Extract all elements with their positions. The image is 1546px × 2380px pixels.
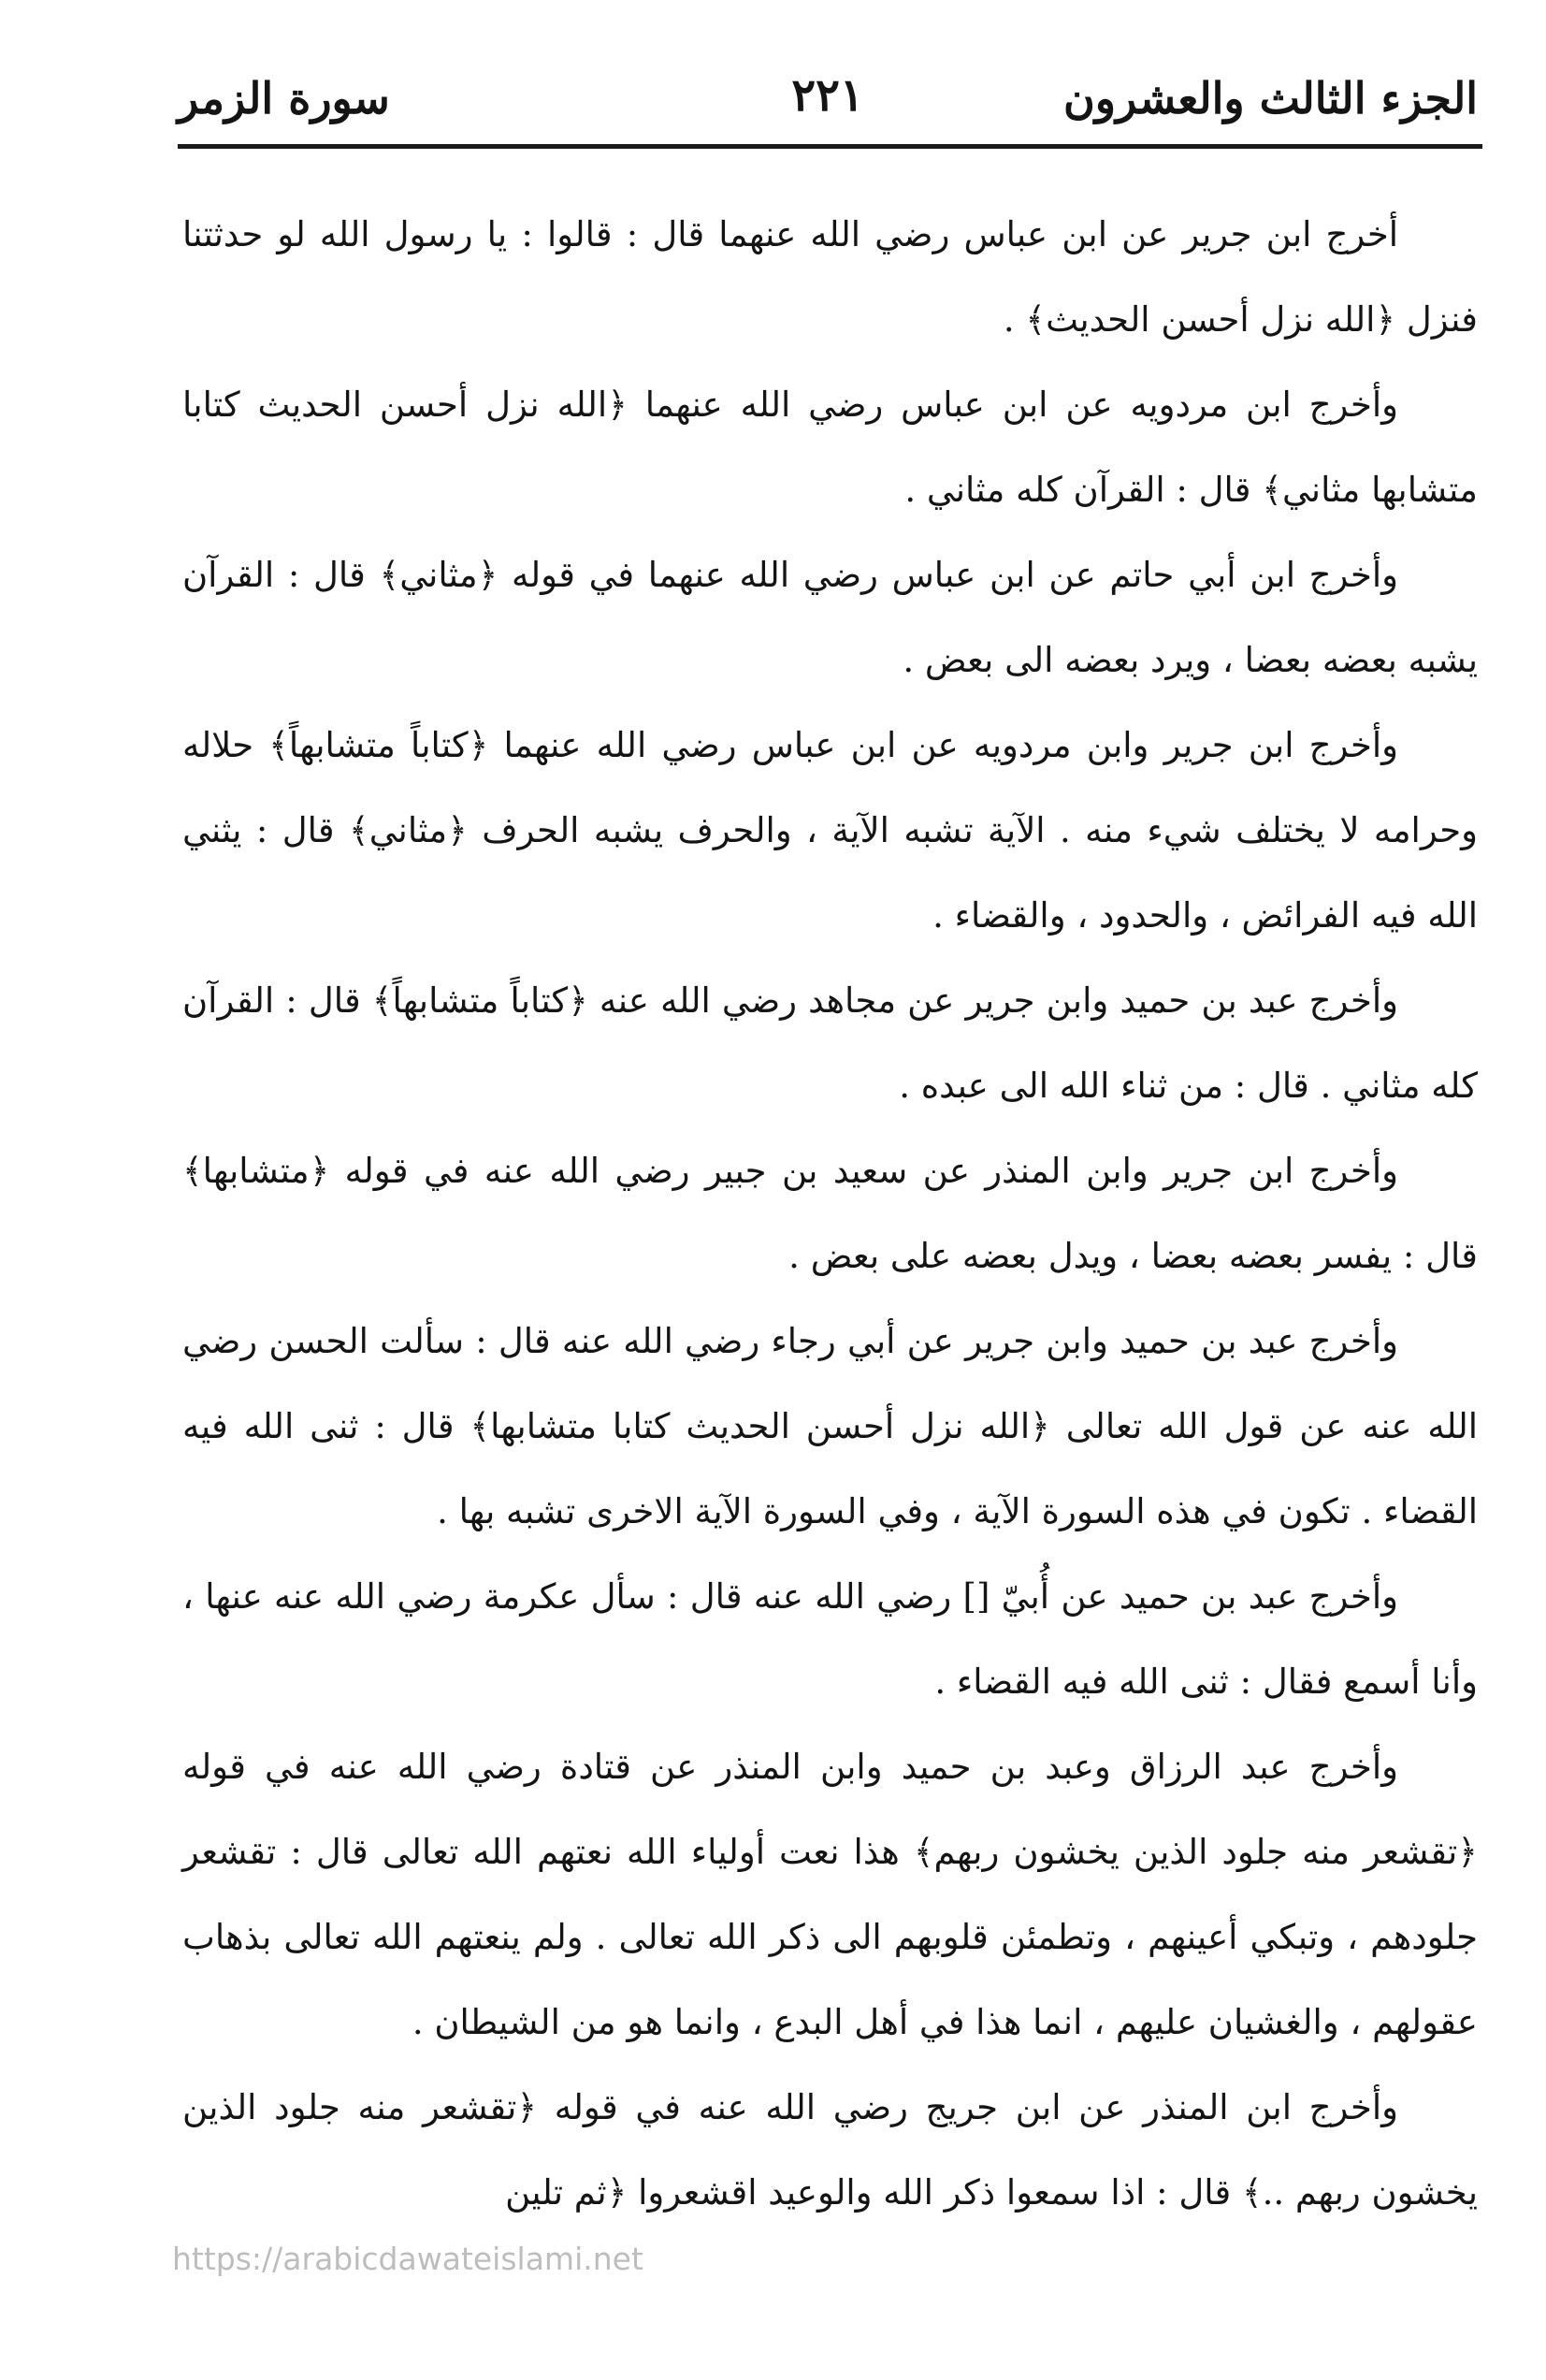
running-header (178, 56, 1478, 150)
paragraph: وأخرج ابن أبي حاتم عن ابن عباس رضي الله عنهما في قوله ﴿مثاني﴾ قال : القرآن يشبه بعضه بعضا ، ويرد بعضه الى بعض . (182, 555, 1478, 680)
paragraph: وأخرج عبد بن حميد عن أُبيّ [] رضي الله عنه قال : سأل عكرمة رضي الله عنه عنها ، وأنا أسمع فقال : ثنى الله فيه القضاء . (182, 1576, 1478, 1702)
main-text (182, 192, 1478, 2235)
surah-label: سورة الزمر (178, 73, 390, 123)
paragraph: وأخرج ابن المنذر عن ابن جريج رضي الله عنه في قوله ﴿تقشعر منه جلود الذين يخشون ربهم ..﴾ قال : اذا سمعوا ذكر الله والوعيد اقشعروا ﴿ثم تلين (182, 2087, 1478, 2213)
paragraph: وأخرج عبد الرزاق وعبد بن حميد وابن المنذر عن قتادة رضي الله عنه في قوله ﴿تقشعر منه جلود الذين يخشون ربهم﴾ هذا نعت أولياء الله نعتهم الله تعالى قال : تقشعر جلودهم ، وتبكي أعينهم ، وتطمئن قلوبهم الى ذكر الله تعالى . ولم ينعتهم الله تعالى بذهاب عقولهم ، والغشيان عليهم ، انما هذا في أهل البدع ، وانما هو من الشيطان . (182, 1747, 1478, 2042)
watermark-url: https://arabicdawateislami.net (172, 2241, 643, 2277)
paragraph: وأخرج ابن مردويه عن ابن عباس رضي الله عنهما ﴿الله نزل أحسن الحديث كتابا متشابها مثاني﴾ قال : القرآن كله مثاني . (182, 385, 1478, 510)
paragraph: وأخرج ابن جرير وابن مردويه عن ابن عباس رضي الله عنهما ﴿كتاباً متشابهاً﴾ حلاله وحرامه لا يختلف شيء منه . الآية تشبه الآية ، والحرف يشبه الحرف ﴿مثاني﴾ قال : يثني الله فيه الفرائض ، والحدود ، والقضاء . (182, 725, 1478, 936)
paragraph: وأخرج عبد بن حميد وابن جرير عن أبي رجاء رضي الله عنه قال : سألت الحسن رضي الله عنه عن قول الله تعالى ﴿الله نزل أحسن الحديث كتابا متشابها﴾ قال : ثنى الله فيه القضاء . تكون في هذه السورة الآية ، وفي السورة الآية الاخرى تشبه بها . (182, 1321, 1478, 1531)
page-number: ٢٢١ (791, 69, 864, 122)
paragraph: أخرج ابن جرير عن ابن عباس رضي الله عنهما قال : قالوا : يا رسول الله لو حدثتنا فنزل ﴿الله نزل أحسن الحديث﴾ . (182, 214, 1478, 340)
header-divider (178, 144, 1482, 149)
paragraph: وأخرج عبد بن حميد وابن جرير عن مجاهد رضي الله عنه ﴿كتاباً متشابهاً﴾ قال : القرآن كله مثاني . قال : من ثناء الله الى عبده . (182, 980, 1478, 1106)
paragraph: وأخرج ابن جرير وابن المنذر عن سعيد بن جبير رضي الله عنه في قوله ﴿متشابها﴾ قال : يفسر بعضه بعضا ، ويدل بعضه على بعض . (182, 1151, 1478, 1276)
part-label: الجزء الثالث والعشرون (1062, 73, 1478, 123)
